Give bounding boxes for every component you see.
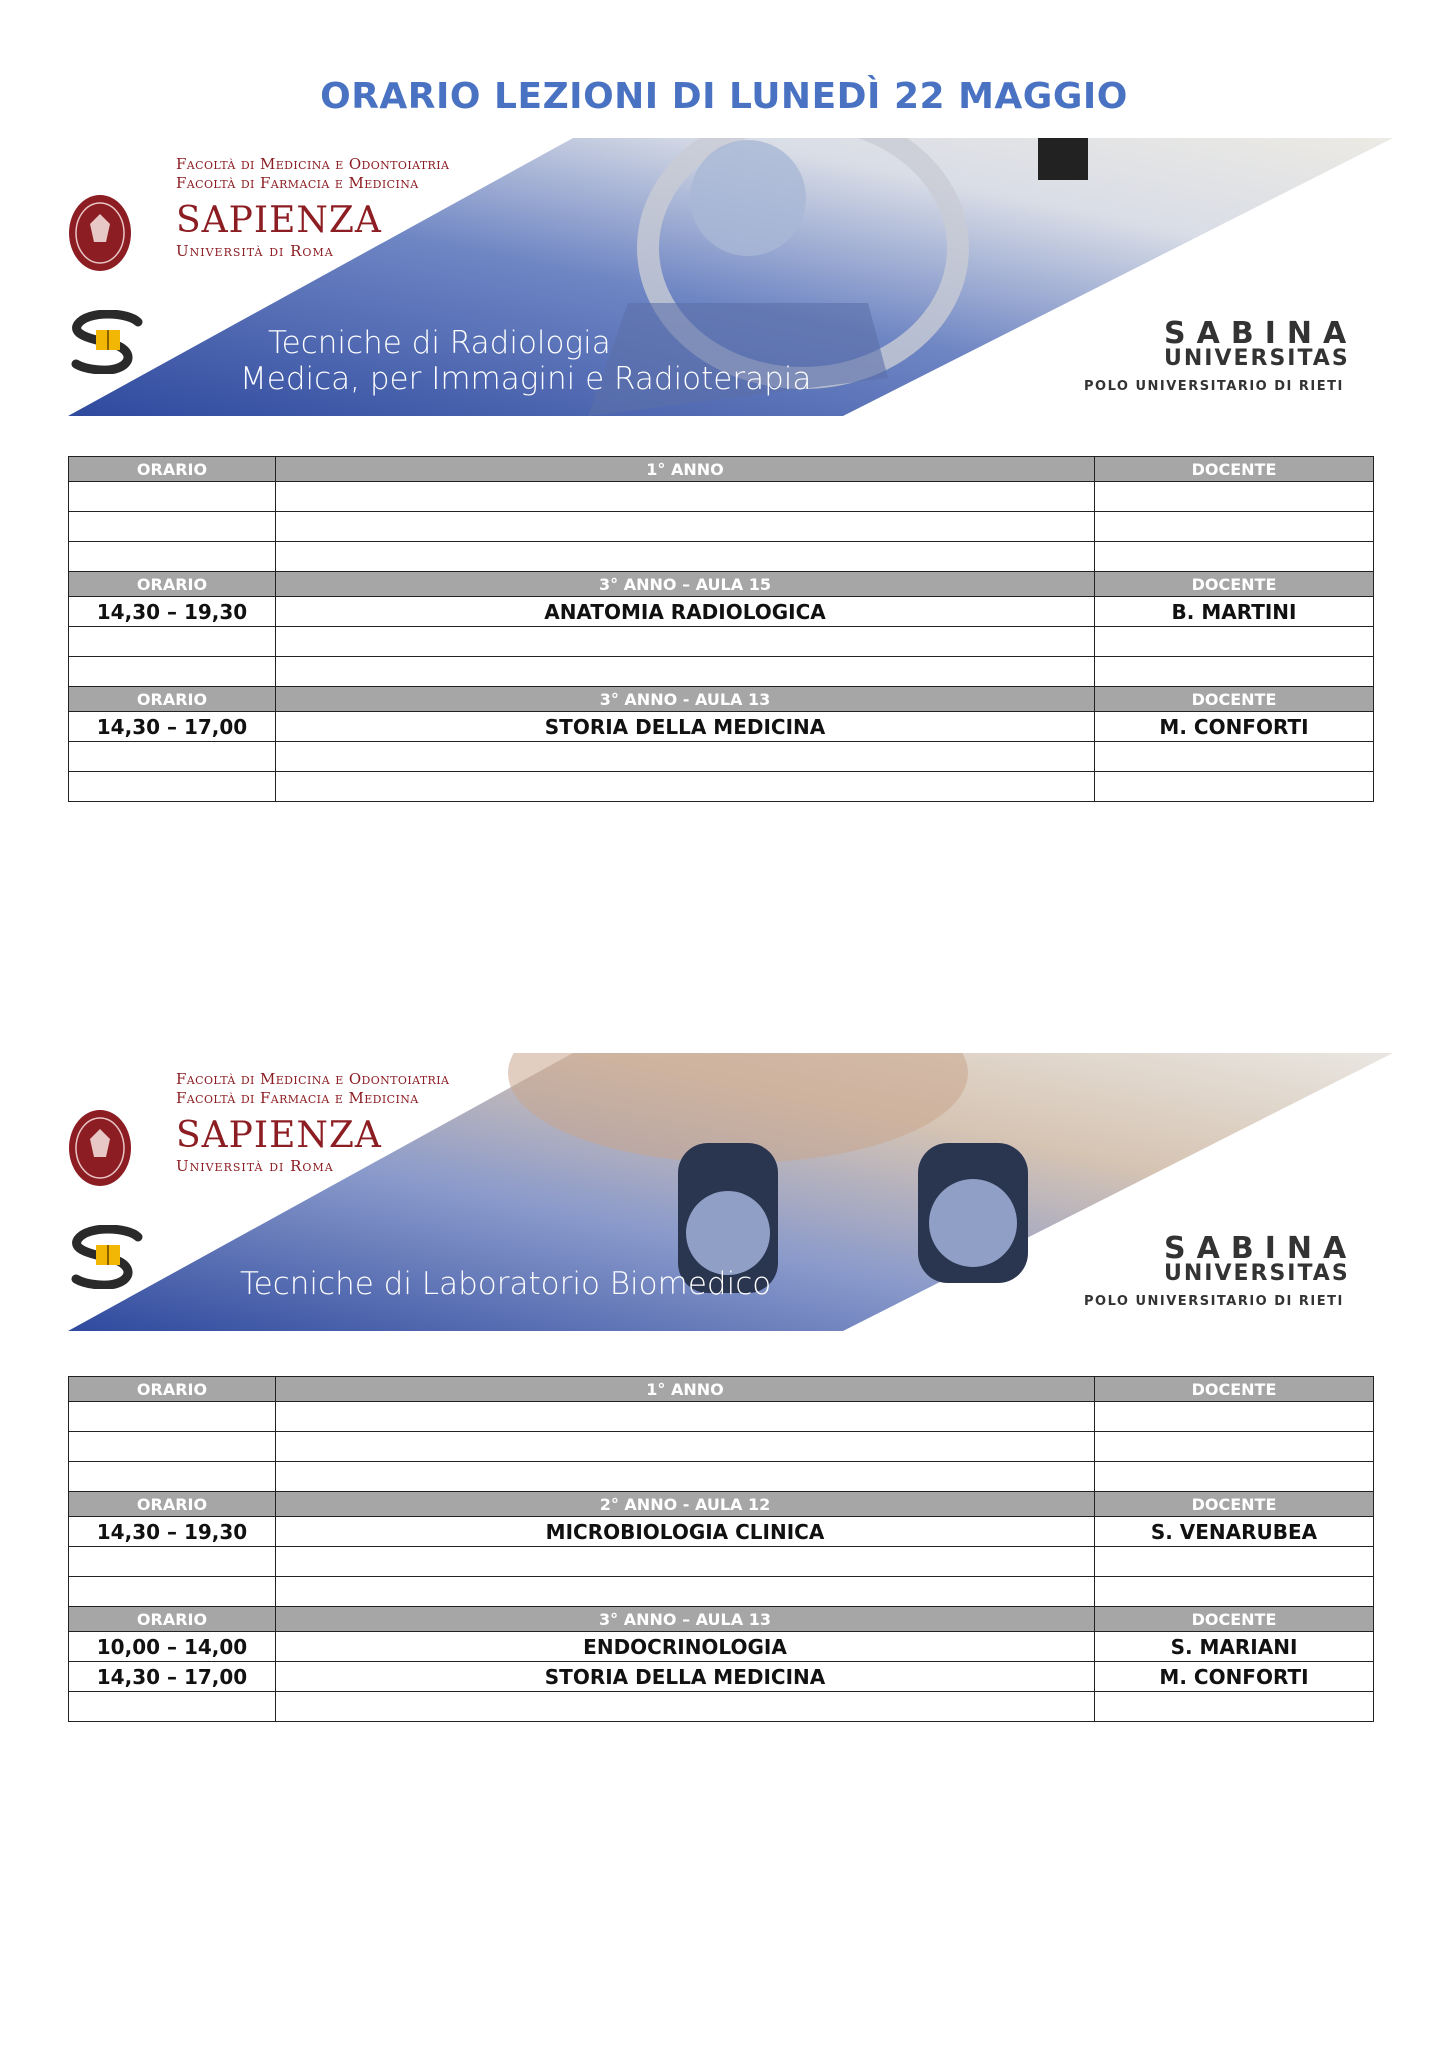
cell-time bbox=[69, 742, 276, 772]
cell-subject bbox=[276, 657, 1095, 687]
column-header-time: ORARIO bbox=[69, 1377, 276, 1402]
cell-subject: MICROBIOLOGIA CLINICA bbox=[276, 1517, 1095, 1547]
cell-subject bbox=[276, 742, 1095, 772]
cell-teacher bbox=[1095, 772, 1374, 802]
cell-subject bbox=[276, 1462, 1095, 1492]
faculty-line-2: Facoltà di Farmacia e Medicina bbox=[176, 174, 419, 192]
column-header-teacher: DOCENTE bbox=[1095, 457, 1374, 482]
table-row bbox=[69, 772, 1374, 802]
partner-caption: POLO UNIVERSITARIO DI RIETI bbox=[1084, 1294, 1344, 1309]
cell-teacher: M. CONFORTI bbox=[1095, 712, 1374, 742]
sapienza-seal-icon bbox=[68, 194, 132, 272]
cell-subject: STORIA DELLA MEDICINA bbox=[276, 1662, 1095, 1692]
faculty-line-2: Facoltà di Farmacia e Medicina bbox=[176, 1089, 419, 1107]
column-header-year: 3° ANNO – AULA 15 bbox=[276, 572, 1095, 597]
cell-time: 14,30 – 17,00 bbox=[69, 712, 276, 742]
cell-time: 14,30 – 19,30 bbox=[69, 597, 276, 627]
cell-teacher bbox=[1095, 512, 1374, 542]
sabina-logo-icon bbox=[68, 1225, 148, 1289]
column-header-year: 3° ANNO - AULA 13 bbox=[276, 687, 1095, 712]
cell-subject: ENDOCRINOLOGIA bbox=[276, 1632, 1095, 1662]
column-header-teacher: DOCENTE bbox=[1095, 1492, 1374, 1517]
table-row bbox=[69, 1577, 1374, 1607]
cell-teacher bbox=[1095, 742, 1374, 772]
cell-time: 14,30 – 17,00 bbox=[69, 1662, 276, 1692]
column-header-teacher: DOCENTE bbox=[1095, 1377, 1374, 1402]
column-header-teacher: DOCENTE bbox=[1095, 572, 1374, 597]
column-header-year: 3° ANNO – AULA 13 bbox=[276, 1607, 1095, 1632]
column-header-year: 1° ANNO bbox=[276, 1377, 1095, 1402]
table-header-row bbox=[69, 1492, 1374, 1517]
table-header-row bbox=[69, 687, 1374, 712]
cell-teacher bbox=[1095, 1547, 1374, 1577]
course-title-line-1: Tecniche di Laboratorio Biomedico bbox=[240, 1266, 772, 1302]
course-title-line-1: Tecniche di Radiologia bbox=[268, 325, 611, 361]
cell-time bbox=[69, 482, 276, 512]
cell-time bbox=[69, 1402, 276, 1432]
cell-teacher: S. MARIANI bbox=[1095, 1632, 1374, 1662]
column-header-time: ORARIO bbox=[69, 457, 276, 482]
cell-time: 10,00 – 14,00 bbox=[69, 1632, 276, 1662]
cell-time bbox=[69, 657, 276, 687]
cell-subject bbox=[276, 1692, 1095, 1722]
cell-time bbox=[69, 627, 276, 657]
cell-teacher: M. CONFORTI bbox=[1095, 1662, 1374, 1692]
cell-time bbox=[69, 1577, 276, 1607]
university-sub: Università di Roma bbox=[176, 1157, 334, 1175]
table-row bbox=[69, 1517, 1374, 1547]
cell-subject bbox=[276, 542, 1095, 572]
university-name: SAPIENZA bbox=[176, 200, 382, 241]
cell-time bbox=[69, 1432, 276, 1462]
cell-subject bbox=[276, 1402, 1095, 1432]
table-row bbox=[69, 712, 1374, 742]
cell-subject bbox=[276, 1577, 1095, 1607]
table-row bbox=[69, 512, 1374, 542]
cell-time bbox=[69, 1462, 276, 1492]
cell-teacher bbox=[1095, 542, 1374, 572]
cell-teacher bbox=[1095, 1577, 1374, 1607]
partner-caption: POLO UNIVERSITARIO DI RIETI bbox=[1084, 379, 1344, 394]
cell-time bbox=[69, 1547, 276, 1577]
table-row bbox=[69, 742, 1374, 772]
table-row bbox=[69, 1402, 1374, 1432]
table-header-row bbox=[69, 457, 1374, 482]
cell-teacher bbox=[1095, 657, 1374, 687]
table-row bbox=[69, 1462, 1374, 1492]
column-header-time: ORARIO bbox=[69, 1492, 276, 1517]
column-header-year: 2° ANNO - AULA 12 bbox=[276, 1492, 1095, 1517]
course-title-line-2: Medica, per Immagini e Radioterapia bbox=[240, 361, 812, 397]
cell-teacher bbox=[1095, 1432, 1374, 1462]
table-row bbox=[69, 482, 1374, 512]
cell-teacher bbox=[1095, 1692, 1374, 1722]
cell-teacher bbox=[1095, 1462, 1374, 1492]
table-header-row bbox=[69, 1377, 1374, 1402]
faculty-line-1: Facoltà di Medicina e Odontoiatria bbox=[176, 155, 450, 173]
cell-time bbox=[69, 542, 276, 572]
cell-teacher: S. VENARUBEA bbox=[1095, 1517, 1374, 1547]
cell-subject bbox=[276, 627, 1095, 657]
column-header-teacher: DOCENTE bbox=[1095, 1607, 1374, 1632]
university-sub: Università di Roma bbox=[176, 242, 334, 260]
university-name: SAPIENZA bbox=[176, 1115, 382, 1156]
cell-subject: STORIA DELLA MEDICINA bbox=[276, 712, 1095, 742]
cell-teacher: B. MARTINI bbox=[1095, 597, 1374, 627]
schedule-table-radiology bbox=[68, 456, 1374, 802]
course-banner-radiology bbox=[68, 138, 1393, 420]
page-title: ORARIO LEZIONI DI LUNEDÌ 22 MAGGIO bbox=[320, 76, 1128, 117]
table-header-row bbox=[69, 1607, 1374, 1632]
cell-subject bbox=[276, 482, 1095, 512]
course-banner-laboratory bbox=[68, 1053, 1393, 1335]
cell-teacher bbox=[1095, 1402, 1374, 1432]
table-row bbox=[69, 597, 1374, 627]
cell-time bbox=[69, 512, 276, 542]
column-header-year: 1° ANNO bbox=[276, 457, 1095, 482]
table-header-row bbox=[69, 572, 1374, 597]
table-row bbox=[69, 1432, 1374, 1462]
column-header-teacher: DOCENTE bbox=[1095, 687, 1374, 712]
cell-time: 14,30 – 19,30 bbox=[69, 1517, 276, 1547]
column-header-time: ORARIO bbox=[69, 687, 276, 712]
table-row bbox=[69, 1547, 1374, 1577]
table-row bbox=[69, 1632, 1374, 1662]
cell-teacher bbox=[1095, 627, 1374, 657]
column-header-time: ORARIO bbox=[69, 1607, 276, 1632]
partner-sub: UNIVERSITAS bbox=[1164, 1261, 1350, 1286]
partner-name: SABINA bbox=[1164, 1231, 1358, 1266]
cell-subject: ANATOMIA RADIOLOGICA bbox=[276, 597, 1095, 627]
partner-name: SABINA bbox=[1164, 316, 1358, 351]
table-row bbox=[69, 542, 1374, 572]
cell-time bbox=[69, 1692, 276, 1722]
cell-teacher bbox=[1095, 482, 1374, 512]
cell-subject bbox=[276, 772, 1095, 802]
sapienza-seal-icon bbox=[68, 1109, 132, 1187]
cell-subject bbox=[276, 512, 1095, 542]
table-row bbox=[69, 657, 1374, 687]
table-row bbox=[69, 1692, 1374, 1722]
column-header-time: ORARIO bbox=[69, 572, 276, 597]
cell-subject bbox=[276, 1432, 1095, 1462]
schedule-table-laboratory bbox=[68, 1376, 1374, 1722]
table-row bbox=[69, 627, 1374, 657]
faculty-line-1: Facoltà di Medicina e Odontoiatria bbox=[176, 1070, 450, 1088]
sabina-logo-icon bbox=[68, 310, 148, 374]
partner-sub: UNIVERSITAS bbox=[1164, 346, 1350, 371]
cell-time bbox=[69, 772, 276, 802]
table-row bbox=[69, 1662, 1374, 1692]
cell-subject bbox=[276, 1547, 1095, 1577]
